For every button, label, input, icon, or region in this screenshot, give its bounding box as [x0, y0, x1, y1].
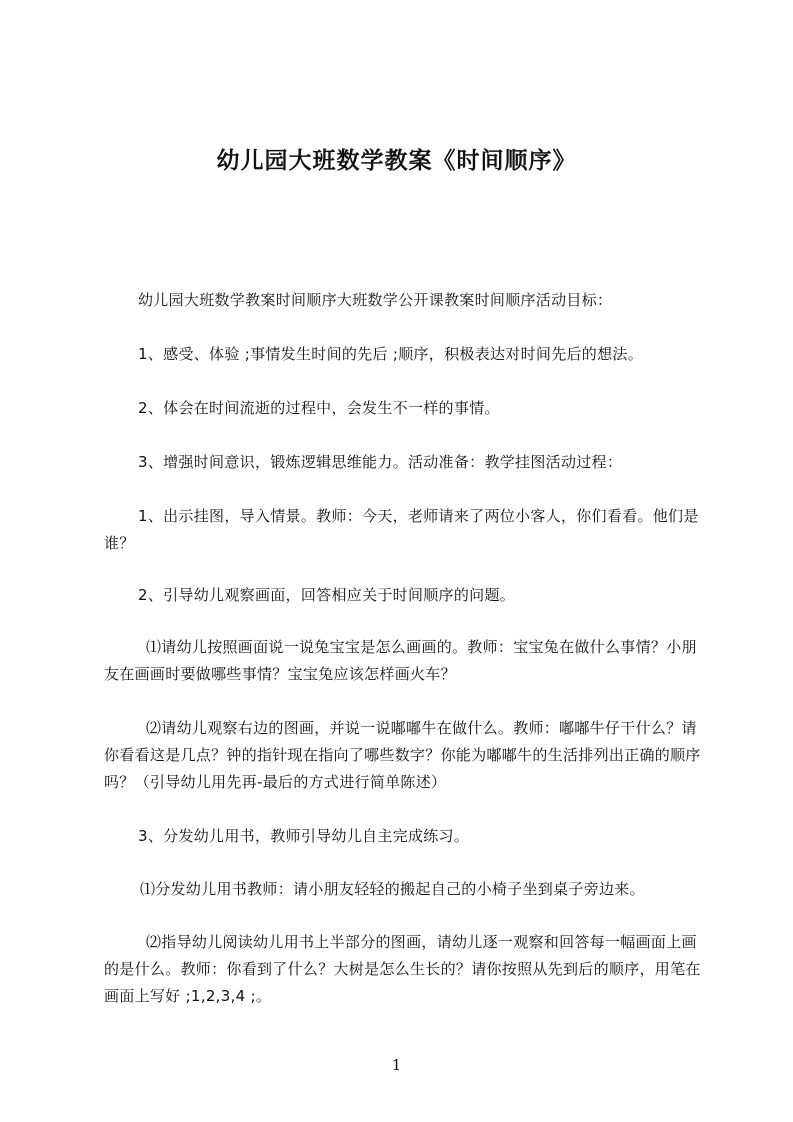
paragraph-step-1: 1、出示挂图，导入情景。教师：今天，老师请来了两位小客人，你们看看。他们是谁？ — [104, 507, 699, 552]
paragraph-step-3-1: ⑴分发幼儿用书教师：请小朋友轻轻的搬起自己的小椅子坐到桌子旁边来。 — [140, 880, 645, 898]
paragraph-step-2: 2、引导幼儿观察画面，回答相应关于时间顺序的问题。 — [138, 586, 516, 604]
paragraph-step-2-2: ⑵请幼儿观察右边的图画，并说一说嘟嘟牛在做什么。教师：嘟嘟牛仔干什么？请你看看这是几点？钟的指针现在指向了哪些数字？你能为嘟嘟牛的生活排列出正确的顺序吗？（引导幼儿用先再-最后的方式进行简单陈述） — [104, 719, 701, 791]
paragraph-step-2-1: ⑴请幼儿按照画面说一说兔宝宝是怎么画画的。教师：宝宝兔在做什么事情？小朋友在画画时要做哪些事情？宝宝兔应该怎样画火车？ — [104, 638, 697, 683]
paragraph-goal-3: 3、增强时间意识，锻炼逻辑思维能力。活动准备：教学挂图活动过程： — [138, 453, 623, 471]
paragraph-step-3: 3、分发幼儿用书，教师引导幼儿自主完成练习。 — [138, 827, 470, 845]
paragraph-step-3-2: ⑵指导幼儿阅读幼儿用书上半部分的图画，请幼儿逐一观察和回答每一幅画面上画的是什么。教师：你看到了什么？大树是怎么生长的？请你按照从先到后的顺序，用笔在画面上写好 ;1,2,3,4 ;。 — [104, 933, 701, 1005]
page-number: 1 — [391, 1056, 402, 1074]
paragraph-intro: 幼儿园大班数学教案时间顺序大班数学公开课教案时间顺序活动目标： — [138, 291, 613, 309]
document-title: 幼儿园大班数学教案《时间顺序》 — [216, 148, 577, 174]
paragraph-goal-2: 2、体会在时间流逝的过程中，会发生不一样的事情。 — [138, 399, 500, 417]
paragraph-goal-1: 1、感受、体验 ;事情发生时间的先后 ;顺序，积极表达对时间先后的想法。 — [138, 345, 643, 363]
